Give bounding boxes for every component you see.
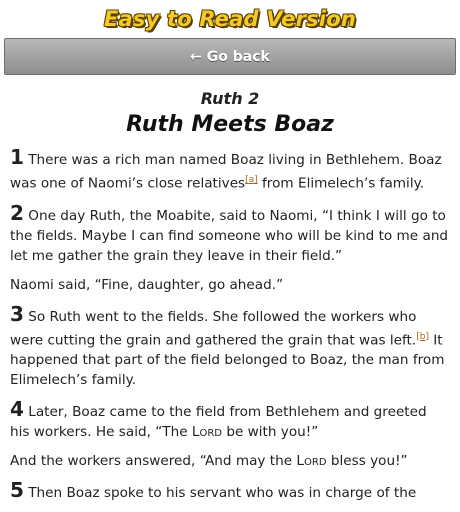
divine-name: Lord [296,453,327,470]
paragraph-workers [10,451,450,471]
verse-number: 3 [10,301,24,326]
verse-text: So Ruth went to the fields. She followed the workers who were cutting the grain and gathered the grain that was left. [10,308,417,349]
go-back-button[interactable] [4,38,456,75]
verse-text: from Elimelech’s family. [257,175,425,192]
divine-name: Lord [191,424,222,441]
verse-number: 2 [10,200,24,225]
verse-text: bless you!” [326,453,408,470]
verse-number: 1 [10,145,24,169]
verse-2 [10,200,450,266]
footnote-link-a[interactable]: [a] [245,175,258,185]
verse-4 [10,399,450,442]
footnote-link-b[interactable]: [b] [416,331,429,342]
verse-3 [10,301,450,391]
verse-text: Later, Boaz came to the field from Bethlehem and greeted his workers. He said, “The [10,404,427,441]
verse-5 [10,480,450,503]
version-banner [0,0,460,38]
chapter-heading: Ruth Meets Boaz [126,112,334,137]
verse-text: be with you!” [222,424,319,441]
verse-number: 4 [10,397,24,422]
go-back-label: ← Go back [190,48,270,65]
scripture-text [0,147,460,503]
verse-text: It happened that part of the field belonged to Boaz, the man from Elimelech’s family. [10,332,445,389]
verse-number: 5 [10,478,24,503]
paragraph-naomi: Naomi said, “Fine, daughter, go ahead.” [10,276,284,293]
verse-text: There was a rich man named Boaz living in Bethlehem. Boaz was one of Naomi’s close relatives [10,152,442,192]
version-title: Easy to Read Version [103,7,357,31]
chapter-reference: Ruth 2 [200,89,260,108]
verse-text: Then Boaz spoke to his servant who was in charge of the [28,485,417,502]
verse-text: One day Ruth, the Moabite, said to Naomi, “I think I will go to the fields. Maybe I can find someone who will be kind to me and let me gather the grain they leave in their field.” [10,207,449,264]
verse-1 [10,147,450,194]
verse-text: And the workers answered, “And may the [10,453,297,470]
